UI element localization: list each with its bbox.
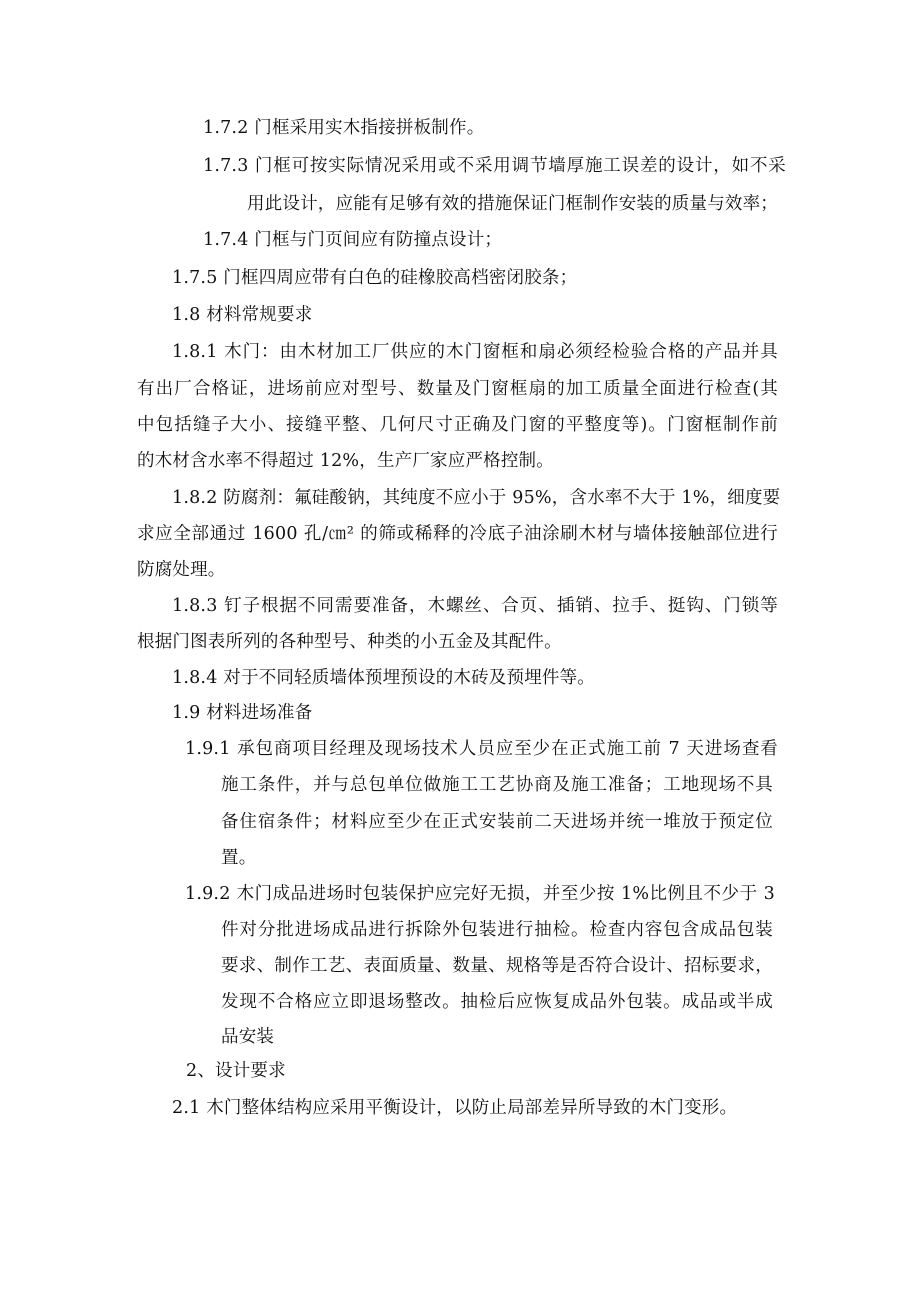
text-line: 中包括缝子大小、接缝平整、几何尺寸正确及门窗的平整度等)。门窗框制作前 (137, 415, 778, 435)
section-heading: 2、设计要求 (186, 1061, 286, 1081)
text-line: 求应全部通过 1600 孔/㎝² 的筛或稀释的冷底子油涂刷木材与墙体接触部位进行 (137, 524, 778, 544)
text-line: 用此设计，应能有足够有效的措施保证门框制作安装的质量与效率； (247, 194, 778, 214)
section-heading: 1.9 材料进场准备 (172, 703, 313, 723)
text-line: 2.1 木门整体结构应采用平衡设计，以防止局部差异所导致的木门变形。 (172, 1098, 738, 1118)
text-line: 1.8.1 木门：由木材加工厂供应的木门窗框和扇必须经检验合格的产品并具 (172, 342, 778, 362)
text-line: 件对分批进场成品进行拆除外包装进行抽检。检查内容包含成品包装 (221, 920, 773, 940)
text-line: 防腐处理。 (137, 560, 226, 580)
text-line: 1.9.2 木门成品进场时包装保护应完好无损，并至少按 1%比例且不少于 3 (185, 884, 775, 904)
section-heading: 1.8 材料常规要求 (172, 305, 313, 325)
text-line: 1.8.4 对于不同轻质墙体预埋预设的木砖及预埋件等。 (172, 668, 595, 688)
text-line: 1.7.5 门框四周应带有白色的硅橡胶高档密闭胶条； (172, 268, 578, 288)
text-line: 1.7.3 门框可按实际情况采用或不采用调节墙厚施工误差的设计，如不采 (203, 156, 786, 176)
text-line: 1.9.1 承包商项目经理及现场技术人员应至少在正式施工前 7 天进场查看 (185, 739, 778, 759)
text-line: 备住宿条件；材料应至少在正式安装前二天进场并统一堆放于预定位 (221, 812, 773, 832)
text-line: 1.7.4 门框与门页间应有防撞点设计； (203, 230, 503, 250)
text-line: 发现不合格应立即退场整改。抽检后应恢复成品外包装。成品或半成 (221, 992, 773, 1012)
text-line: 要求、制作工艺、表面质量、数量、规格等是否符合设计、招标要求， (221, 956, 773, 976)
text-line: 的木材含水率不得超过 12%，生产厂家应严格控制。 (137, 451, 554, 471)
text-line: 1.8.2 防腐剂：氟硅酸钠，其纯度不应小于 95%，含水率不大于 1%，细度要 (172, 488, 781, 508)
text-line: 品安装 (221, 1027, 275, 1047)
text-line: 根据门图表所列的各种型号、种类的小五金及其配件。 (137, 632, 562, 652)
text-line: 1.7.2 门框采用实木指接拼板制作。 (203, 118, 485, 138)
text-line: 1.8.3 钉子根据不同需要准备，木螺丝、合页、插销、拉手、挺钩、门锁等 (172, 596, 778, 616)
text-line: 有出厂合格证，进场前应对型号、数量及门窗框扇的加工质量全面进行检查(其 (137, 379, 778, 399)
text-line: 置。 (221, 848, 257, 868)
text-line: 施工条件，并与总包单位做施工工艺协商及施工准备；工地现场不具 (221, 775, 773, 795)
